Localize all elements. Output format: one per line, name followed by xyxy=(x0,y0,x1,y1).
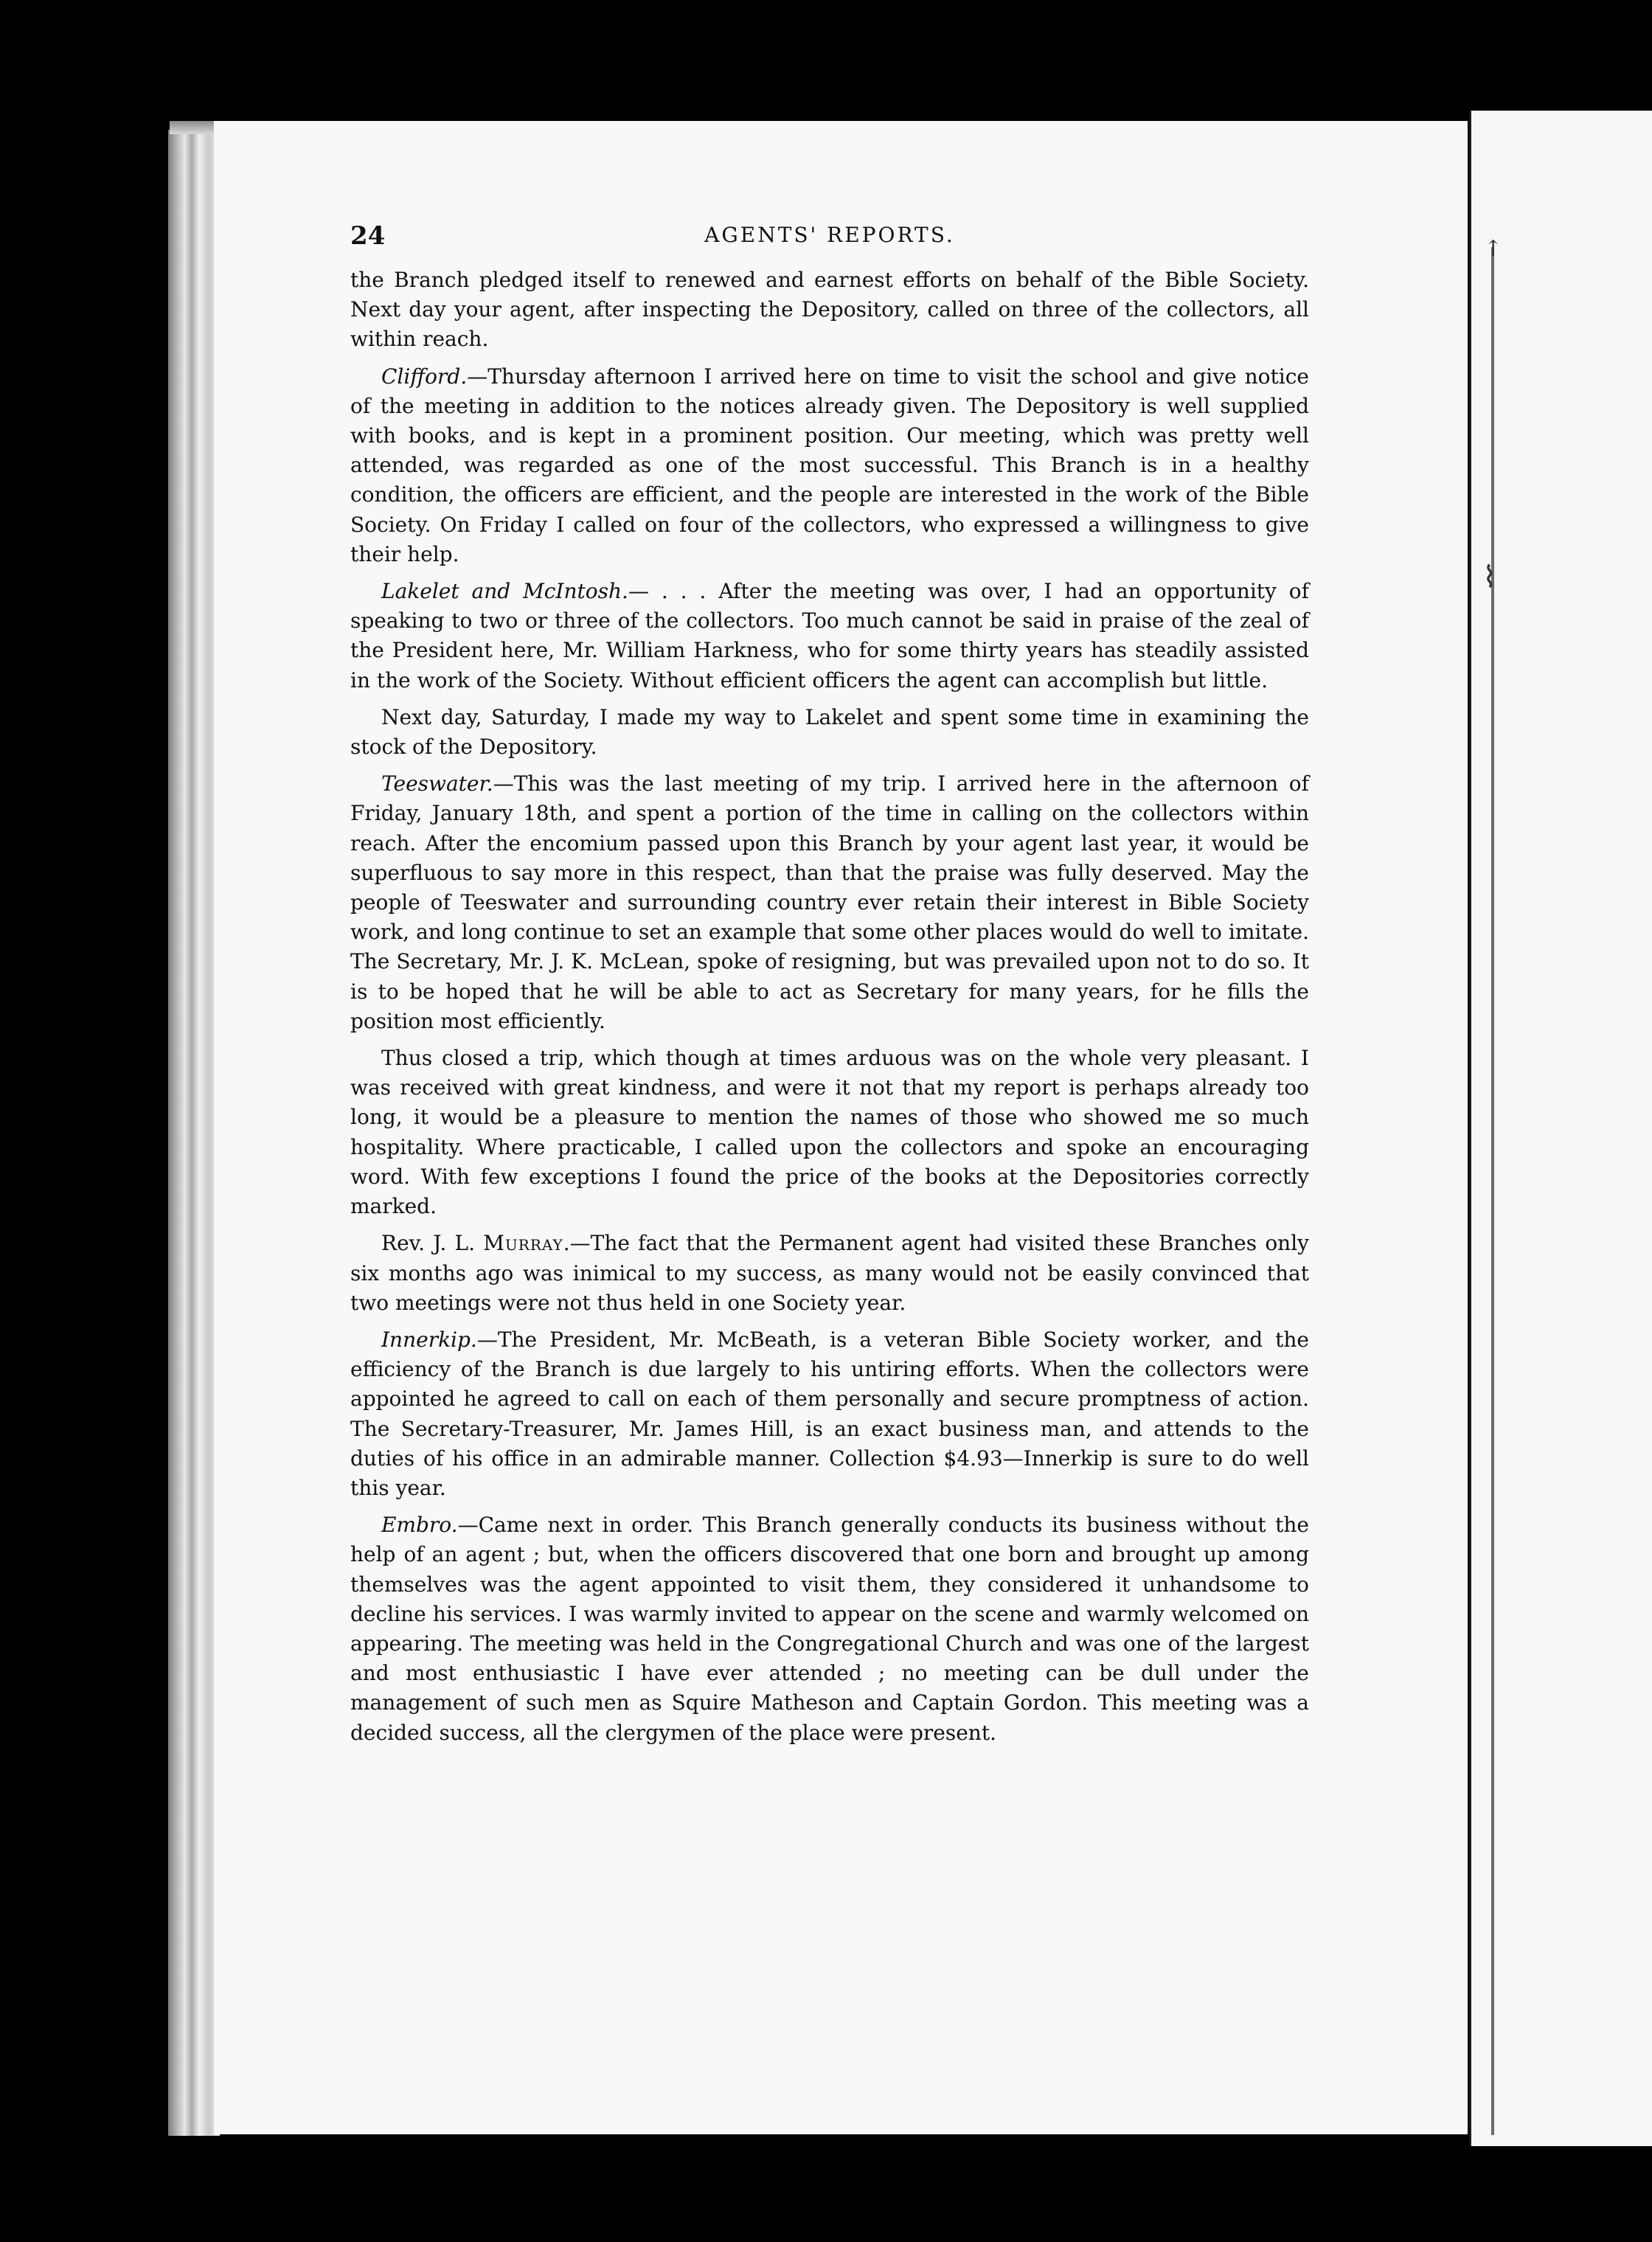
facing-page-edge-line xyxy=(1491,247,1494,2135)
paragraph-text: — . . . After the meeting was over, I had an opportunity of speaking to two or three of the collectors. Too much cannot be said in praise of the zeal of the President here, Mr. William Harkness, who for some thirty years has steadily assisted in the work of the Society. Without efficient officers the agent can accomplish but little. xyxy=(350,579,1309,693)
paragraph-lakelet xyxy=(350,577,1309,695)
paragraph-embro xyxy=(350,1510,1309,1748)
paragraph-text: —This was the last meeting of my trip. I arrived here in the afternoon of Friday, January 18th, and spent a portion of the time in calling on the collectors within reach. After the encomium passed upon this Branch by your agent last year, it would be superfluous to say more in this respect, than that the praise was fully deserved. May the people of Teeswater and surrounding country ever retain their interest in Bible Society work, and long continue to set an example that some other places would do well to imitate. The Secretary, Mr. J. K. McLean, spoke of resigning, but was prevailed upon not to do so. It is to be hoped that he will be able to act as Secretary for many years, for he fills the position most efficiently. xyxy=(350,771,1309,1033)
facing-page xyxy=(1471,111,1652,2146)
page-number: 24 xyxy=(350,221,386,251)
page-content xyxy=(350,221,1309,1755)
paragraph-innerkip xyxy=(350,1325,1309,1503)
author-lead: Rev. J. L. xyxy=(381,1231,484,1256)
binding-clip-icon: ⌇ xyxy=(1482,560,1497,594)
page-edge-stack xyxy=(168,130,220,2136)
page-header xyxy=(350,221,1309,266)
section-heading-innerkip: Innerkip. xyxy=(381,1327,477,1352)
paragraph-murray xyxy=(350,1229,1309,1318)
paragraph-text: —Came next in order. This Branch generally conducts its business without the help of an agent ; but, when the officers discovered that one born and brought up among themselves was the agent appointed to visit them, they considered it unhandsome to decline his services. I was warmly invited to appear on the scene and warmly welcomed on appearing. The meeting was held in the Congregational Church and was one of the largest and most enthusiastic I have ever attended ; no meeting can be dull under the management of such men as Squire Matheson and Captain Gordon. This meeting was a decided success, all the clergymen of the place were present. xyxy=(350,1513,1309,1745)
paragraph-text: .—The fact that the Permanent agent had visited these Branches only six months ago was inimical to my success, as many would not be easily convinced that two meetings were not thus held in one Society year. xyxy=(350,1231,1309,1315)
section-heading-lakelet: Lakelet and McIntosh. xyxy=(381,579,628,604)
paragraph-teeswater xyxy=(350,769,1309,1036)
paragraph-clifford xyxy=(350,362,1309,569)
paragraph-1 xyxy=(350,266,1309,355)
paragraph-text: —The President, Mr. McBeath, is a veteran Bible Society worker, and the efficiency of the Branch is due largely to his untiring efforts. When the collectors were appointed he agreed to call on each of them personally and secure promptness of action. The Secretary-Treasurer, Mr. James Hill, is an exact business man, and attends to the duties of his office in an admirable manner. Collection $4.93—Innerkip is sure to do well this year. xyxy=(350,1327,1309,1500)
paragraph-text: Thus closed a trip, which though at times arduous was on the whole very pleasant. I was received with great kindness, and were it not that my report is perhaps already too long, it would be a pleasure to mention the names of those who showed me so much hospitality. Where practicable, I called upon the collectors and spoke an encouraging word. With few exceptions I found the price of the books at the Depositories correctly marked. xyxy=(350,1046,1309,1219)
author-name: Murray xyxy=(483,1231,563,1256)
up-arrow-mark-icon: ↑ xyxy=(1484,236,1503,262)
section-heading-teeswater: Teeswater. xyxy=(381,771,493,796)
paragraph-text: Next day, Saturday, I made my way to Lakelet and spent some time in examining the stock of the Depository. xyxy=(350,704,1309,760)
section-heading-clifford: Clifford. xyxy=(381,364,468,389)
paragraph-trip-closed xyxy=(350,1044,1309,1221)
paragraph-next-day xyxy=(350,703,1309,762)
running-head: AGENTS' REPORTS. xyxy=(704,223,955,247)
paragraph-text: —Thursday afternoon I arrived here on time to visit the school and give notice of the meeting in addition to the notices already given. The Depository is well supplied with books, and is kept in a prominent position. Our meeting, which was pretty well attended, was regarded as one of the most successful. This Branch is in a healthy condition, the officers are efficient, and the people are interested in the work of the Bible Society. On Friday I called on four of the collectors, who expressed a willingness to give their help. xyxy=(350,364,1309,566)
section-heading-embro: Embro. xyxy=(381,1513,458,1538)
paragraph-text: the Branch pledged itself to renewed and earnest efforts on behalf of the Bible Society. Next day your agent, after inspecting the Depository, called on three of the collectors, all within reach. xyxy=(350,268,1309,352)
